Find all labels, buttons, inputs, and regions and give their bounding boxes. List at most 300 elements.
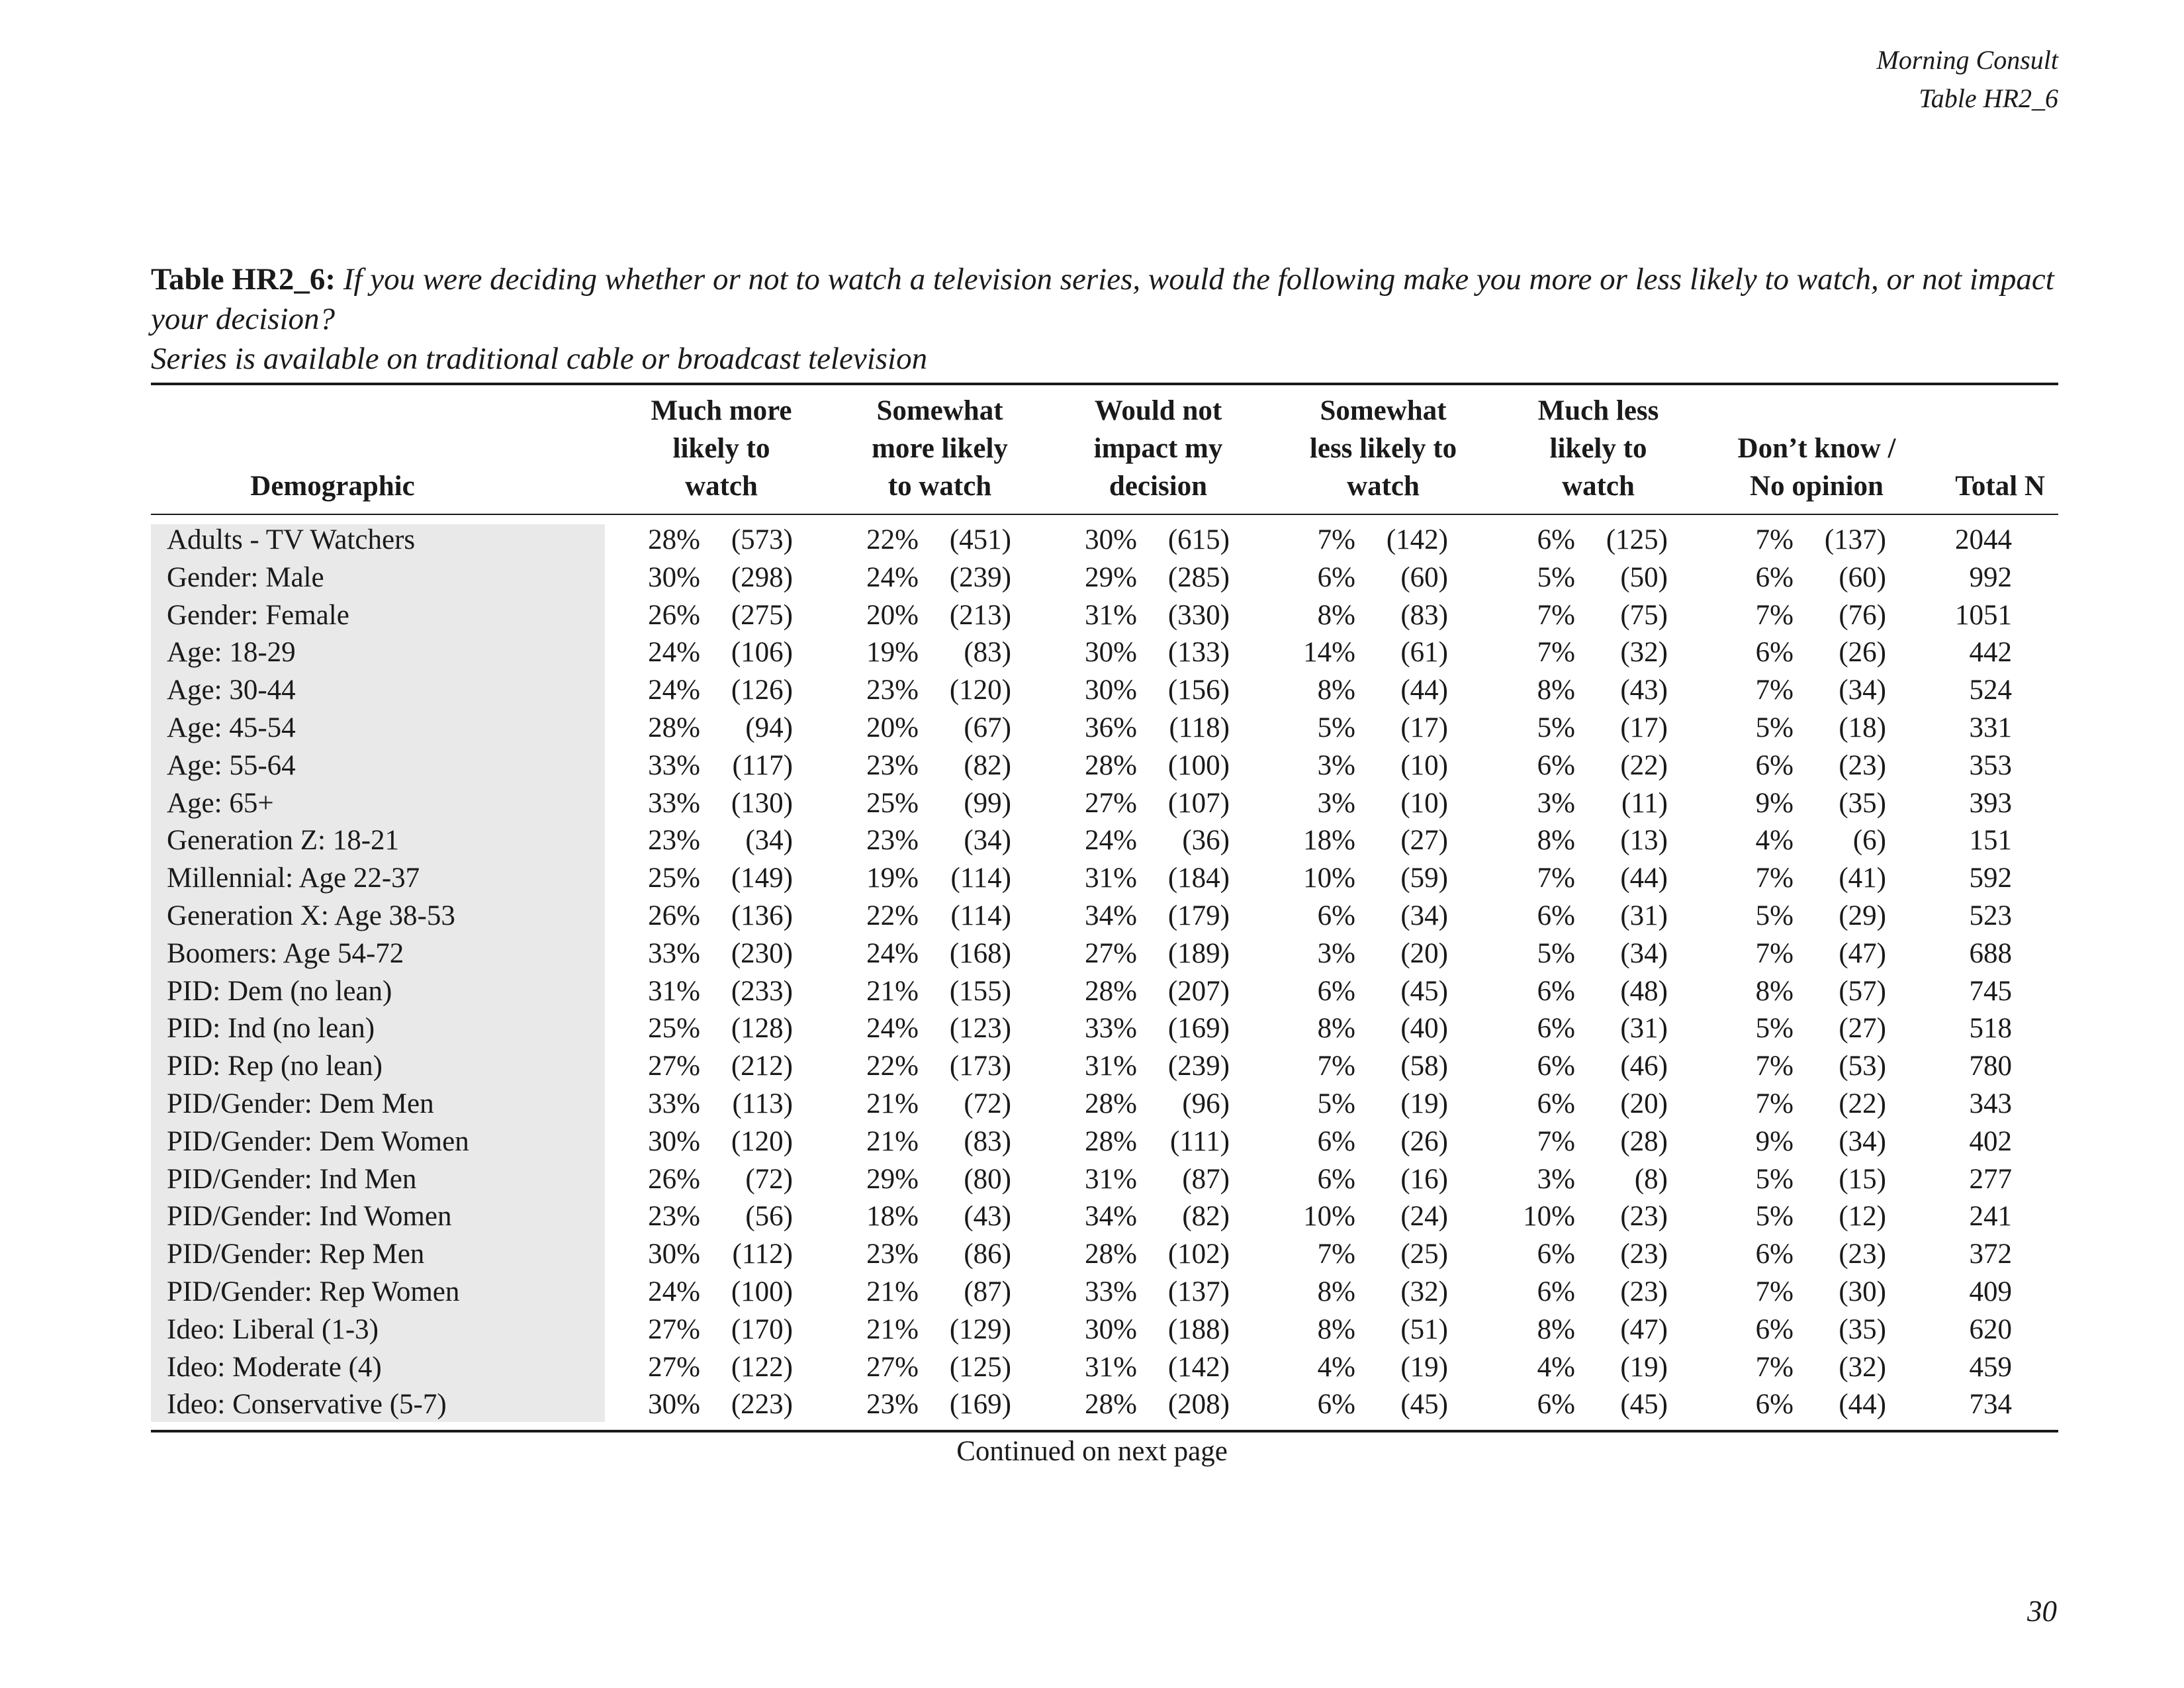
cell-count: (87): [964, 1276, 1011, 1307]
cell-percent: 6%: [1537, 1088, 1575, 1119]
cell-percent: 33%: [648, 937, 700, 969]
row-demographic-label: PID/Gender: Rep Men: [167, 1239, 425, 1270]
cell-percent: 6%: [1755, 1313, 1794, 1345]
cell-percent: 24%: [1085, 825, 1137, 857]
cell-count: (34): [964, 825, 1011, 857]
cell-percent: 6%: [1537, 1389, 1575, 1421]
cell-count: (34): [1839, 675, 1886, 706]
cell-count: (22): [1839, 1088, 1886, 1119]
cell-percent: 4%: [1537, 1351, 1575, 1383]
continued-note: Continued on next page: [956, 1436, 1228, 1467]
table-row: [0, 1161, 2184, 1199]
cell-count: (35): [1839, 1313, 1886, 1345]
cell-count: (17): [1400, 712, 1448, 743]
cell-percent: 24%: [866, 561, 919, 593]
table-row: [0, 1048, 2184, 1086]
cell-count: (44): [1400, 675, 1448, 706]
cell-count: (43): [1620, 675, 1668, 706]
cell-count: (133): [1167, 637, 1230, 669]
cell-percent: 30%: [648, 1239, 700, 1270]
cell-percent: 31%: [648, 975, 700, 1007]
cell-count: (188): [1167, 1313, 1230, 1345]
cell-count: (136): [731, 900, 793, 931]
cell-percent: 33%: [648, 749, 700, 781]
cell-count: (208): [1167, 1389, 1230, 1421]
cell-count: (44): [1620, 863, 1668, 894]
cell-count: (23): [1839, 1239, 1886, 1270]
cell-count: (87): [1182, 1163, 1230, 1195]
cell-count: (142): [1386, 524, 1448, 555]
question-text-line1: If you were deciding whether or not to watch a television series, would the following make you more or less likely to watch, or not impact: [343, 262, 2054, 297]
cell-count: (83): [1400, 599, 1448, 631]
row-demographic-label: Generation X: Age 38-53: [167, 900, 455, 931]
cell-percent: 6%: [1537, 1013, 1575, 1045]
row-demographic-label: Age: 65+: [167, 787, 274, 819]
row-demographic-label: PID: Ind (no lean): [167, 1013, 375, 1045]
cell-count: (10): [1400, 787, 1448, 819]
cell-percent: 22%: [866, 524, 919, 555]
cell-percent: 6%: [1317, 900, 1355, 931]
cell-total-n: 402: [1969, 1125, 2012, 1157]
cell-count: (61): [1400, 637, 1448, 669]
cell-percent: 5%: [1537, 937, 1575, 969]
cell-count: (35): [1839, 787, 1886, 819]
cell-percent: 6%: [1317, 1389, 1355, 1421]
cell-count: (275): [731, 599, 793, 631]
cell-percent: 27%: [866, 1351, 919, 1383]
cell-percent: 25%: [866, 787, 919, 819]
cell-count: (34): [1839, 1125, 1886, 1157]
cell-count: (112): [732, 1239, 793, 1270]
cell-count: (6): [1852, 825, 1886, 857]
cell-percent: 30%: [1085, 675, 1137, 706]
table-row: [0, 634, 2184, 672]
cell-percent: 28%: [648, 524, 700, 555]
cell-total-n: 241: [1969, 1201, 2012, 1233]
cell-count: (13): [1620, 825, 1668, 857]
cell-percent: 28%: [1085, 749, 1137, 781]
cell-count: (125): [1606, 524, 1668, 555]
cell-count: (125): [949, 1351, 1011, 1383]
cell-count: (96): [1182, 1088, 1230, 1119]
cell-count: (82): [1182, 1201, 1230, 1233]
cell-total-n: 992: [1969, 561, 2012, 593]
col-header-dont-know: Don’t know / No opinion: [1737, 433, 1896, 502]
cell-total-n: 459: [1969, 1351, 2012, 1383]
cell-percent: 7%: [1755, 1351, 1794, 1383]
cell-percent: 9%: [1755, 1125, 1794, 1157]
cell-count: (26): [1839, 637, 1886, 669]
cell-count: (207): [1167, 975, 1230, 1007]
cell-percent: 25%: [648, 1013, 700, 1045]
cell-percent: 6%: [1537, 524, 1575, 555]
cell-percent: 5%: [1755, 1013, 1794, 1045]
cell-percent: 33%: [1085, 1013, 1137, 1045]
cell-percent: 22%: [866, 1051, 919, 1082]
table-row: [0, 597, 2184, 635]
page-number: 30: [2027, 1595, 2057, 1628]
cell-percent: 8%: [1317, 1313, 1355, 1345]
cell-count: (173): [949, 1051, 1011, 1082]
cell-count: (32): [1839, 1351, 1886, 1383]
cell-percent: 6%: [1537, 1239, 1575, 1270]
cell-percent: 6%: [1537, 900, 1575, 931]
cell-count: (233): [731, 975, 793, 1007]
cell-percent: 6%: [1537, 1276, 1575, 1307]
cell-total-n: 151: [1969, 825, 2012, 857]
cell-count: (130): [731, 787, 793, 819]
cell-percent: 31%: [1085, 1351, 1137, 1383]
cell-percent: 23%: [866, 675, 919, 706]
cell-percent: 28%: [648, 712, 700, 743]
cell-percent: 6%: [1755, 1239, 1794, 1270]
cell-percent: 6%: [1537, 749, 1575, 781]
cell-count: (27): [1839, 1013, 1886, 1045]
cell-count: (22): [1620, 749, 1668, 781]
cell-count: (29): [1839, 900, 1886, 931]
cell-percent: 21%: [866, 1276, 919, 1307]
cell-percent: 31%: [1085, 1051, 1137, 1082]
cell-count: (189): [1167, 937, 1230, 969]
cell-count: (23): [1620, 1276, 1668, 1307]
cell-count: (34): [745, 825, 793, 857]
cell-count: (170): [731, 1313, 793, 1345]
cell-percent: 23%: [866, 749, 919, 781]
cell-percent: 5%: [1755, 900, 1794, 931]
cell-count: (137): [1824, 524, 1886, 555]
cell-percent: 6%: [1755, 749, 1794, 781]
col-header-somewhat-less: Somewhat less likely to watch: [1309, 395, 1457, 502]
cell-total-n: 1051: [1955, 599, 2012, 631]
cell-count: (111): [1170, 1125, 1230, 1157]
cell-percent: 7%: [1755, 863, 1794, 894]
cell-count: (75): [1620, 599, 1668, 631]
cell-count: (60): [1400, 561, 1448, 593]
cell-percent: 10%: [1303, 863, 1355, 894]
cell-percent: 6%: [1755, 637, 1794, 669]
row-demographic-label: PID/Gender: Ind Men: [167, 1163, 417, 1195]
table-title: [151, 259, 2058, 379]
row-demographic-label: PID/Gender: Rep Women: [167, 1276, 460, 1307]
cell-percent: 8%: [1317, 1276, 1355, 1307]
cell-total-n: 734: [1969, 1389, 2012, 1421]
cell-count: (41): [1839, 863, 1886, 894]
cell-percent: 3%: [1317, 749, 1355, 781]
cell-percent: 25%: [648, 863, 700, 894]
table-row: [0, 1274, 2184, 1311]
table-row: [0, 1198, 2184, 1236]
cell-percent: 7%: [1537, 637, 1575, 669]
cell-percent: 20%: [866, 712, 919, 743]
cell-percent: 4%: [1755, 825, 1794, 857]
cell-count: (86): [964, 1239, 1011, 1270]
row-demographic-label: PID: Dem (no lean): [167, 975, 392, 1007]
cell-total-n: 2044: [1955, 524, 2012, 555]
cell-count: (31): [1620, 900, 1668, 931]
cell-count: (128): [731, 1013, 793, 1045]
cell-count: (573): [731, 524, 793, 555]
cell-percent: 23%: [648, 1201, 700, 1233]
cell-percent: 5%: [1317, 712, 1355, 743]
cell-count: (83): [964, 1125, 1011, 1157]
cell-percent: 28%: [1085, 1088, 1137, 1119]
col-header-much-more: Much more likely to watch: [651, 395, 792, 502]
cell-percent: 29%: [1085, 561, 1137, 593]
cell-percent: 8%: [1317, 675, 1355, 706]
cell-percent: 27%: [1085, 787, 1137, 819]
cell-percent: 3%: [1537, 787, 1575, 819]
cell-percent: 21%: [866, 1313, 919, 1345]
cell-count: (76): [1839, 599, 1886, 631]
cell-total-n: 343: [1969, 1088, 2012, 1119]
cell-percent: 20%: [866, 599, 919, 631]
cell-percent: 7%: [1755, 524, 1794, 555]
cell-percent: 31%: [1085, 1163, 1137, 1195]
cell-count: (31): [1620, 1013, 1668, 1045]
cell-count: (156): [1167, 675, 1230, 706]
cell-percent: 5%: [1537, 561, 1575, 593]
cell-count: (137): [1167, 1276, 1230, 1307]
cell-count: (19): [1620, 1351, 1668, 1383]
cell-count: (17): [1620, 712, 1668, 743]
table-row: [0, 898, 2184, 935]
cell-count: (126): [731, 675, 793, 706]
cell-count: (83): [964, 637, 1011, 669]
cell-percent: 27%: [648, 1051, 700, 1082]
cell-count: (12): [1839, 1201, 1886, 1233]
cell-count: (45): [1400, 1389, 1448, 1421]
cell-total-n: 745: [1969, 975, 2012, 1007]
cell-count: (11): [1621, 787, 1668, 819]
cell-count: (99): [964, 787, 1011, 819]
cell-percent: 6%: [1537, 975, 1575, 1007]
cell-percent: 7%: [1317, 1239, 1355, 1270]
row-demographic-label: Age: 30-44: [167, 675, 296, 706]
cell-count: (32): [1400, 1276, 1448, 1307]
cell-count: (47): [1839, 937, 1886, 969]
cell-count: (16): [1400, 1163, 1448, 1195]
cell-count: (142): [1167, 1351, 1230, 1383]
cell-percent: 31%: [1085, 599, 1137, 631]
cell-total-n: 592: [1969, 863, 2012, 894]
row-demographic-label: Millennial: Age 22-37: [167, 863, 420, 894]
table-row: [0, 559, 2184, 597]
cell-total-n: 372: [1969, 1239, 2012, 1270]
cell-percent: 7%: [1317, 524, 1355, 555]
cell-count: (120): [731, 1125, 793, 1157]
cell-count: (114): [950, 863, 1011, 894]
cell-percent: 3%: [1537, 1163, 1575, 1195]
cell-count: (32): [1620, 637, 1668, 669]
cell-percent: 18%: [866, 1201, 919, 1233]
cell-count: (58): [1400, 1051, 1448, 1082]
cell-percent: 29%: [866, 1163, 919, 1195]
cell-count: (239): [1167, 1051, 1230, 1082]
cell-percent: 4%: [1317, 1351, 1355, 1383]
cell-total-n: 524: [1969, 675, 2012, 706]
cell-count: (129): [949, 1313, 1011, 1345]
table-row: [0, 522, 2184, 559]
cell-percent: 7%: [1755, 1051, 1794, 1082]
cell-percent: 27%: [1085, 937, 1137, 969]
cell-percent: 24%: [648, 1276, 700, 1307]
row-demographic-label: PID/Gender: Dem Men: [167, 1088, 434, 1119]
cell-count: (19): [1400, 1088, 1448, 1119]
header-rule: [151, 514, 2058, 515]
cell-count: (46): [1620, 1051, 1668, 1082]
cell-count: (122): [731, 1351, 793, 1383]
cell-count: (34): [1620, 937, 1668, 969]
cell-percent: 7%: [1755, 675, 1794, 706]
cell-count: (20): [1620, 1088, 1668, 1119]
row-demographic-label: PID/Gender: Ind Women: [167, 1201, 452, 1233]
cell-percent: 23%: [866, 825, 919, 857]
cell-count: (298): [731, 561, 793, 593]
cell-percent: 3%: [1317, 937, 1355, 969]
row-demographic-label: Age: 18-29: [167, 637, 296, 669]
col-header-not-impact: Would not impact my decision: [1093, 395, 1223, 502]
cell-count: (8): [1634, 1163, 1668, 1195]
cell-count: (72): [964, 1088, 1011, 1119]
cell-total-n: 780: [1969, 1051, 2012, 1082]
cell-count: (45): [1400, 975, 1448, 1007]
cell-percent: 10%: [1523, 1201, 1575, 1233]
cell-percent: 28%: [1085, 1239, 1137, 1270]
cell-percent: 7%: [1755, 937, 1794, 969]
cell-count: (213): [949, 599, 1011, 631]
question-text-line2: your decision?: [151, 302, 336, 336]
cell-count: (20): [1400, 937, 1448, 969]
cell-count: (118): [1169, 712, 1230, 743]
table-row: [0, 973, 2184, 1011]
cell-percent: 18%: [1303, 825, 1355, 857]
row-demographic-label: Age: 45-54: [167, 712, 296, 743]
cell-count: (26): [1400, 1125, 1448, 1157]
org-name: Morning Consult: [1876, 45, 2058, 75]
cell-count: (120): [949, 675, 1011, 706]
cell-count: (113): [732, 1088, 793, 1119]
cell-total-n: 518: [1969, 1013, 2012, 1045]
cell-percent: 7%: [1755, 599, 1794, 631]
cell-count: (94): [745, 712, 793, 743]
cell-count: (80): [964, 1163, 1011, 1195]
cell-count: (23): [1620, 1201, 1668, 1233]
cell-count: (50): [1620, 561, 1668, 593]
cell-percent: 30%: [648, 1389, 700, 1421]
cell-count: (23): [1620, 1239, 1668, 1270]
cell-percent: 34%: [1085, 1201, 1137, 1233]
col-header-somewhat-more: Somewhat more likely to watch: [872, 395, 1008, 502]
cell-percent: 30%: [1085, 524, 1137, 555]
cell-percent: 30%: [1085, 1313, 1137, 1345]
table-row: [0, 1086, 2184, 1123]
table-row: [0, 1386, 2184, 1424]
table-row: [0, 710, 2184, 747]
cell-percent: 33%: [1085, 1276, 1137, 1307]
cell-percent: 36%: [1085, 712, 1137, 743]
cell-percent: 31%: [1085, 863, 1137, 894]
cell-count: (100): [1167, 749, 1230, 781]
cell-count: (44): [1839, 1389, 1886, 1421]
col-header-total-n: Total N: [1955, 471, 2045, 502]
cell-percent: 10%: [1303, 1201, 1355, 1233]
cell-count: (15): [1839, 1163, 1886, 1195]
cell-count: (57): [1839, 975, 1886, 1007]
row-demographic-label: Adults - TV Watchers: [167, 524, 416, 555]
cell-count: (28): [1620, 1125, 1668, 1157]
row-demographic-label: Ideo: Moderate (4): [167, 1351, 382, 1383]
cell-percent: 6%: [1537, 1051, 1575, 1082]
cell-percent: 9%: [1755, 787, 1794, 819]
table-row: [0, 1311, 2184, 1349]
cell-percent: 28%: [1085, 1125, 1137, 1157]
cell-percent: 7%: [1755, 1088, 1794, 1119]
cell-count: (36): [1182, 825, 1230, 857]
cell-percent: 21%: [866, 975, 919, 1007]
table-label: Table HR2_6:: [151, 262, 336, 297]
cell-percent: 5%: [1755, 712, 1794, 743]
cell-count: (45): [1620, 1389, 1668, 1421]
cell-percent: 6%: [1317, 561, 1355, 593]
cell-percent: 28%: [1085, 1389, 1137, 1421]
cell-percent: 5%: [1755, 1201, 1794, 1233]
table-row: [0, 1123, 2184, 1161]
cell-percent: 24%: [866, 937, 919, 969]
cell-percent: 3%: [1317, 787, 1355, 819]
cell-percent: 24%: [866, 1013, 919, 1045]
cell-percent: 5%: [1537, 712, 1575, 743]
cell-total-n: 523: [1969, 900, 2012, 931]
cell-count: (72): [745, 1163, 793, 1195]
cell-percent: 30%: [648, 1125, 700, 1157]
cell-count: (82): [964, 749, 1011, 781]
cell-count: (59): [1400, 863, 1448, 894]
cell-count: (67): [964, 712, 1011, 743]
table-subtitle: Series is available on traditional cable or broadcast television: [151, 342, 928, 376]
cell-count: (169): [949, 1389, 1011, 1421]
cell-total-n: 620: [1969, 1313, 2012, 1345]
cell-total-n: 277: [1969, 1163, 2012, 1195]
cell-count: (47): [1620, 1313, 1668, 1345]
cell-percent: 26%: [648, 900, 700, 931]
cell-percent: 5%: [1317, 1088, 1355, 1119]
cell-count: (230): [731, 937, 793, 969]
cell-percent: 26%: [648, 1163, 700, 1195]
table-row: [0, 1010, 2184, 1048]
row-demographic-label: PID/Gender: Dem Women: [167, 1125, 469, 1157]
cell-count: (168): [949, 937, 1011, 969]
cell-count: (212): [731, 1051, 793, 1082]
cell-count: (48): [1620, 975, 1668, 1007]
cell-total-n: 409: [1969, 1276, 2012, 1307]
row-demographic-label: PID: Rep (no lean): [167, 1051, 383, 1082]
col-header-demographic: Demographic: [250, 471, 415, 502]
cell-count: (10): [1400, 749, 1448, 781]
cell-count: (24): [1400, 1201, 1448, 1233]
cell-count: (169): [1167, 1013, 1230, 1045]
cell-percent: 33%: [648, 1088, 700, 1119]
cell-percent: 33%: [648, 787, 700, 819]
cell-percent: 6%: [1317, 1125, 1355, 1157]
cell-percent: 8%: [1755, 975, 1794, 1007]
cell-percent: 6%: [1755, 1389, 1794, 1421]
cell-percent: 21%: [866, 1125, 919, 1157]
cell-total-n: 393: [1969, 787, 2012, 819]
cell-count: (51): [1400, 1313, 1448, 1345]
cell-count: (615): [1167, 524, 1230, 555]
cell-count: (155): [949, 975, 1011, 1007]
cell-percent: 34%: [1085, 900, 1137, 931]
